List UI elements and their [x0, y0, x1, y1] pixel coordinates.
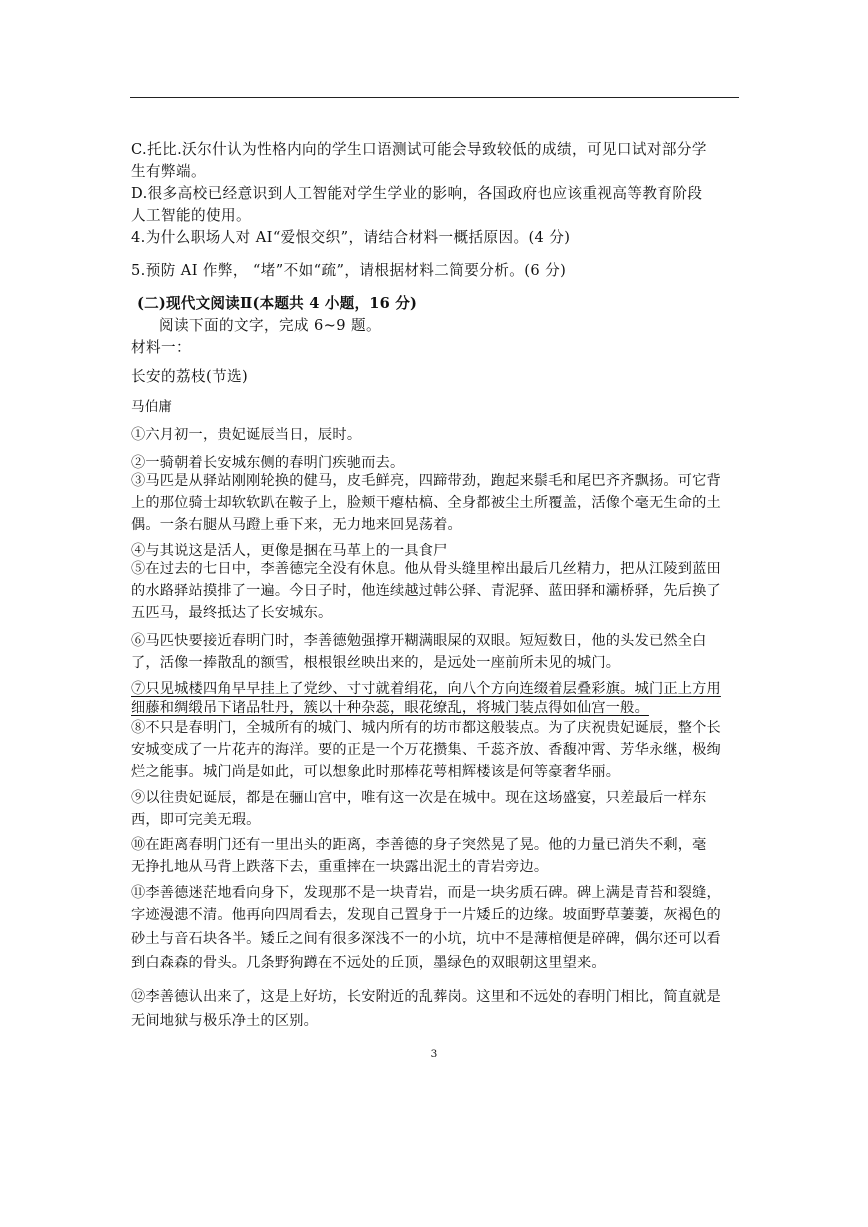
paragraph-10-line2: 无挣扎地从马背上跌落下去，重重摔在一块露出泥土的青岩旁边。	[131, 859, 549, 875]
paragraph-6-line2: 了，活像一捧散乱的额雪，根根银丝映出来的，是远处一座前所未见的城门。	[131, 655, 621, 671]
paragraph-2: ②一骑朝着长安城东侧的春明门疾驰而去。	[131, 455, 405, 471]
page-number: 3	[430, 1048, 438, 1060]
paragraph-5-line3: 五匹马，最终抵达了长安城东。	[131, 605, 333, 621]
option-c-line2: 生有弊端。	[131, 163, 206, 180]
paragraph-11-line1: ⑪李善德迷茫地看向身下，发现那不是一块青岩，而是一块劣质石碑。碑上满是青苔和裂缝，	[131, 885, 721, 901]
paragraph-5-line2: 的水路驿站摸排了一遍。今日子时，他连续越过韩公驿、青泥驿、蓝田驿和灞桥驿，先后换了	[131, 583, 721, 599]
paragraph-11-line3: 砂土与音石块各半。矮丘之间有很多深浅不一的小坑，坑中不是薄棺便是碎碑，偶尔还可以看	[131, 931, 721, 947]
option-c-line1: C.托比.沃尔什认为性格内向的学生口语测试可能会导致较低的成绩，可见口试对部分学	[131, 141, 707, 158]
article-author: 马伯庸	[131, 399, 173, 415]
paragraph-11-line2: 字迹漫漶不清。他再向四周看去，发现自己置身于一片矮丘的边缘。坡面野草萋萋，灰褐色的	[131, 907, 721, 923]
paragraph-4: ④与其说这是活人，更像是捆在马革上的一具食尸	[131, 543, 448, 559]
paragraph-8-line2: 安城变成了一片花卉的海洋。要的正是一个万花攒集、千蕊齐放、香馥冲霄、芳华永继，极绚	[131, 742, 721, 758]
material-label: 材料一：	[131, 339, 191, 356]
question-5: 5.预防 AI 作弊， “堵”不如“疏”，请根据材料二简要分析。(6 分)	[131, 262, 567, 279]
paragraph-3-line1: ③马匹是从驿站刚刚轮换的健马，皮毛鲜亮，四蹄带劲，跑起来鬃毛和尾巴齐齐飘扬。可它背	[131, 473, 721, 489]
paragraph-12-line2: 无间地狱与极乐净土的区别。	[131, 1013, 319, 1029]
section-instruction: 阅读下面的文字，完成 6~9 题。	[159, 317, 382, 334]
paragraph-3-line3: 偶。一条右腿从马蹬上垂下来，无力地来回晃荡着。	[131, 517, 462, 533]
paragraph-9-line2: 西，即可完美无瑕。	[131, 812, 261, 828]
header-rule	[130, 97, 739, 98]
question-4: 4.为什么职场人对 AI“爱恨交织”，请结合材料一概括原因。(4 分)	[131, 229, 571, 246]
paragraph-1: ①六月初一，贵妃诞辰当日，辰时。	[131, 427, 362, 443]
paragraph-7-line1: ⑦只见城楼四角早早挂上了党纱、寸寸就着绢花，向八个方向连缀着层叠彩旗。城门正上方用	[131, 681, 721, 697]
paragraph-11-line4: 到白森森的骨头。几条野狗蹲在不远处的丘顶，墨绿色的双眼朝这里望来。	[131, 955, 606, 971]
paragraph-8-line3: 烂之能事。城门尚是如此，可以想象此时那棒花萼相辉楼该是何等豪奢华丽。	[131, 764, 621, 780]
paragraph-5-line1: ⑤在过去的七日中，李善德完全没有休息。他从骨头缝里榨出最后几丝精力，把从江陵到蓝田	[131, 561, 721, 577]
paragraph-12-line1: ⑫李善德认出来了，这是上好坊，长安附近的乱葬岗。这里和不远处的春明门相比，简直就是	[131, 989, 721, 1005]
paragraph-10-line1: ⑩在距离春明门还有一里出头的距离，李善德的身子突然晃了晃。他的力量已消失不剩，毫	[131, 837, 707, 853]
paragraph-8-line1: ⑧不只是春明门，全城所有的城门、城内所有的坊市都这般装点。为了庆祝贵妃诞辰，整个长	[131, 720, 721, 736]
paragraph-7-line2: 细藤和绸缎吊下诸品牡丹，簇以十种杂蕊，眼花缭乱，将城门装点得如仙宫一般。	[131, 700, 649, 716]
paragraph-9-line1: ⑨以往贵妃诞辰，都是在骊山宫中，唯有这一次是在城中。现在这场盛宴，只差最后一样东	[131, 790, 707, 806]
section-heading: (二)现代文阅读Ⅱ(本题共 4 小题，16 分)	[137, 295, 418, 312]
paragraph-6-line1: ⑥马匹快要接近春明门时，李善德勉强撑开糊满眼屎的双眼。短短数日，他的头发已然全白	[131, 633, 707, 649]
article-title: 长安的荔枝(节选)	[131, 368, 249, 385]
option-d-line1: D.很多高校已经意识到人工智能对学生学业的影响，各国政府也应该重视高等教育阶段	[131, 185, 703, 202]
option-d-line2: 人工智能的使用。	[131, 207, 251, 224]
paragraph-3-line2: 上的那位骑士却软软趴在鞍子上，脸颊干瘪枯槁、全身都被尘土所覆盖，活像个毫无生命的土	[131, 495, 721, 511]
